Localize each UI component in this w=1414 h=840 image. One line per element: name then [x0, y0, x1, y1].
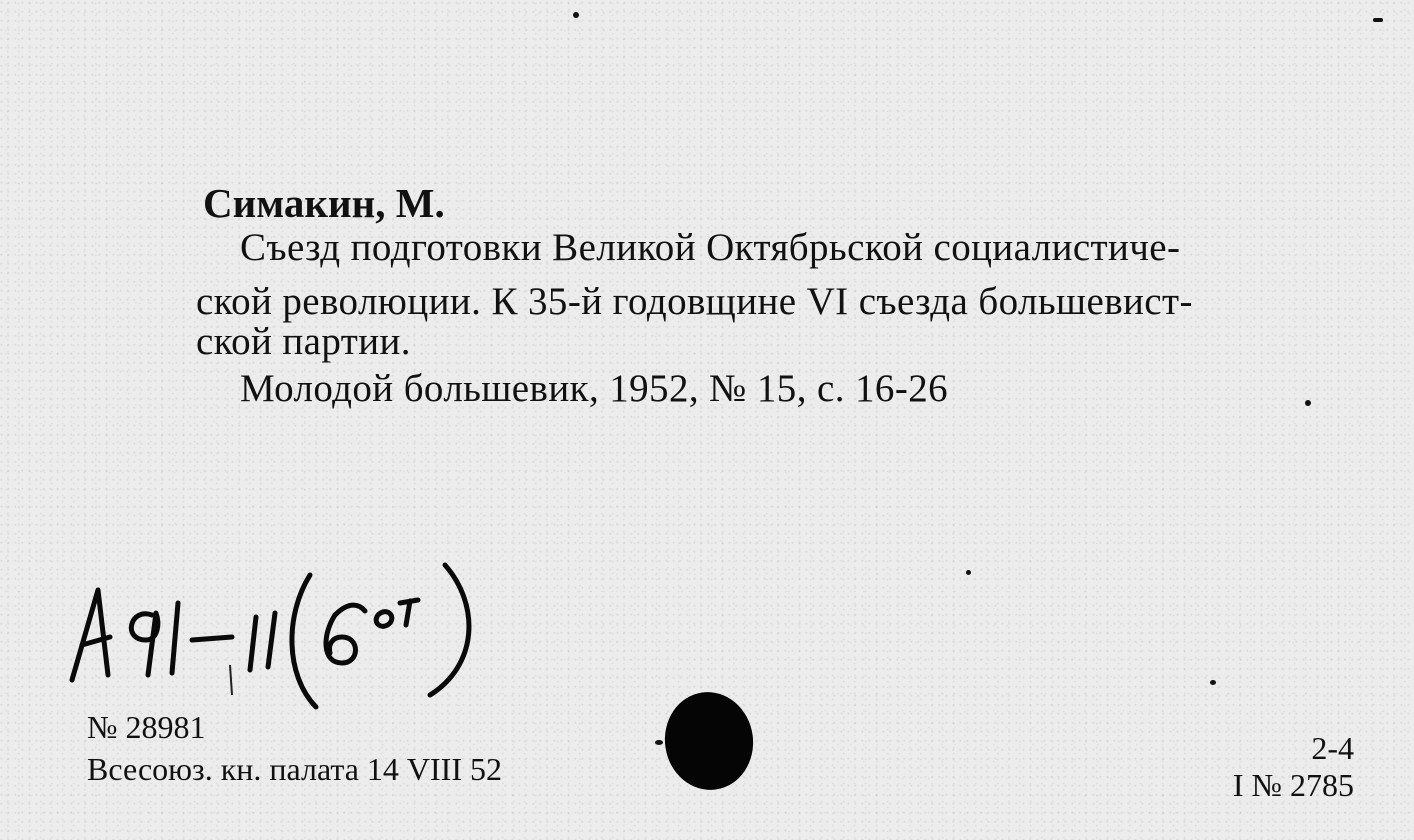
source-citation: Молодой большевик, 1952, № 15, с. 16-26 [240, 367, 949, 410]
print-speck [655, 740, 663, 745]
title-line-1: Съезд подготовки Великой Октябрьской социалистиче- [240, 226, 1181, 269]
handwritten-shelf-mark [60, 545, 500, 715]
catalog-code-bottom: I № 2785 [1232, 767, 1354, 803]
print-speck [1210, 680, 1216, 685]
punch-hole [659, 686, 760, 795]
title-line-2: ской революции. К 35-й годовщине VI съезда большевист- [196, 280, 1193, 323]
title-line-3: ской партии. [196, 320, 411, 363]
publisher-line: Всесоюз. кн. палата 14 VIII 52 [87, 751, 502, 787]
print-speck [966, 570, 971, 575]
author-name: Симакин, М. [203, 180, 445, 226]
print-speck [573, 12, 579, 18]
print-speck [1373, 18, 1383, 22]
accession-number: № 28981 [87, 709, 206, 745]
catalog-code-top: 2-4 [1311, 730, 1354, 766]
print-speck [1305, 400, 1311, 406]
